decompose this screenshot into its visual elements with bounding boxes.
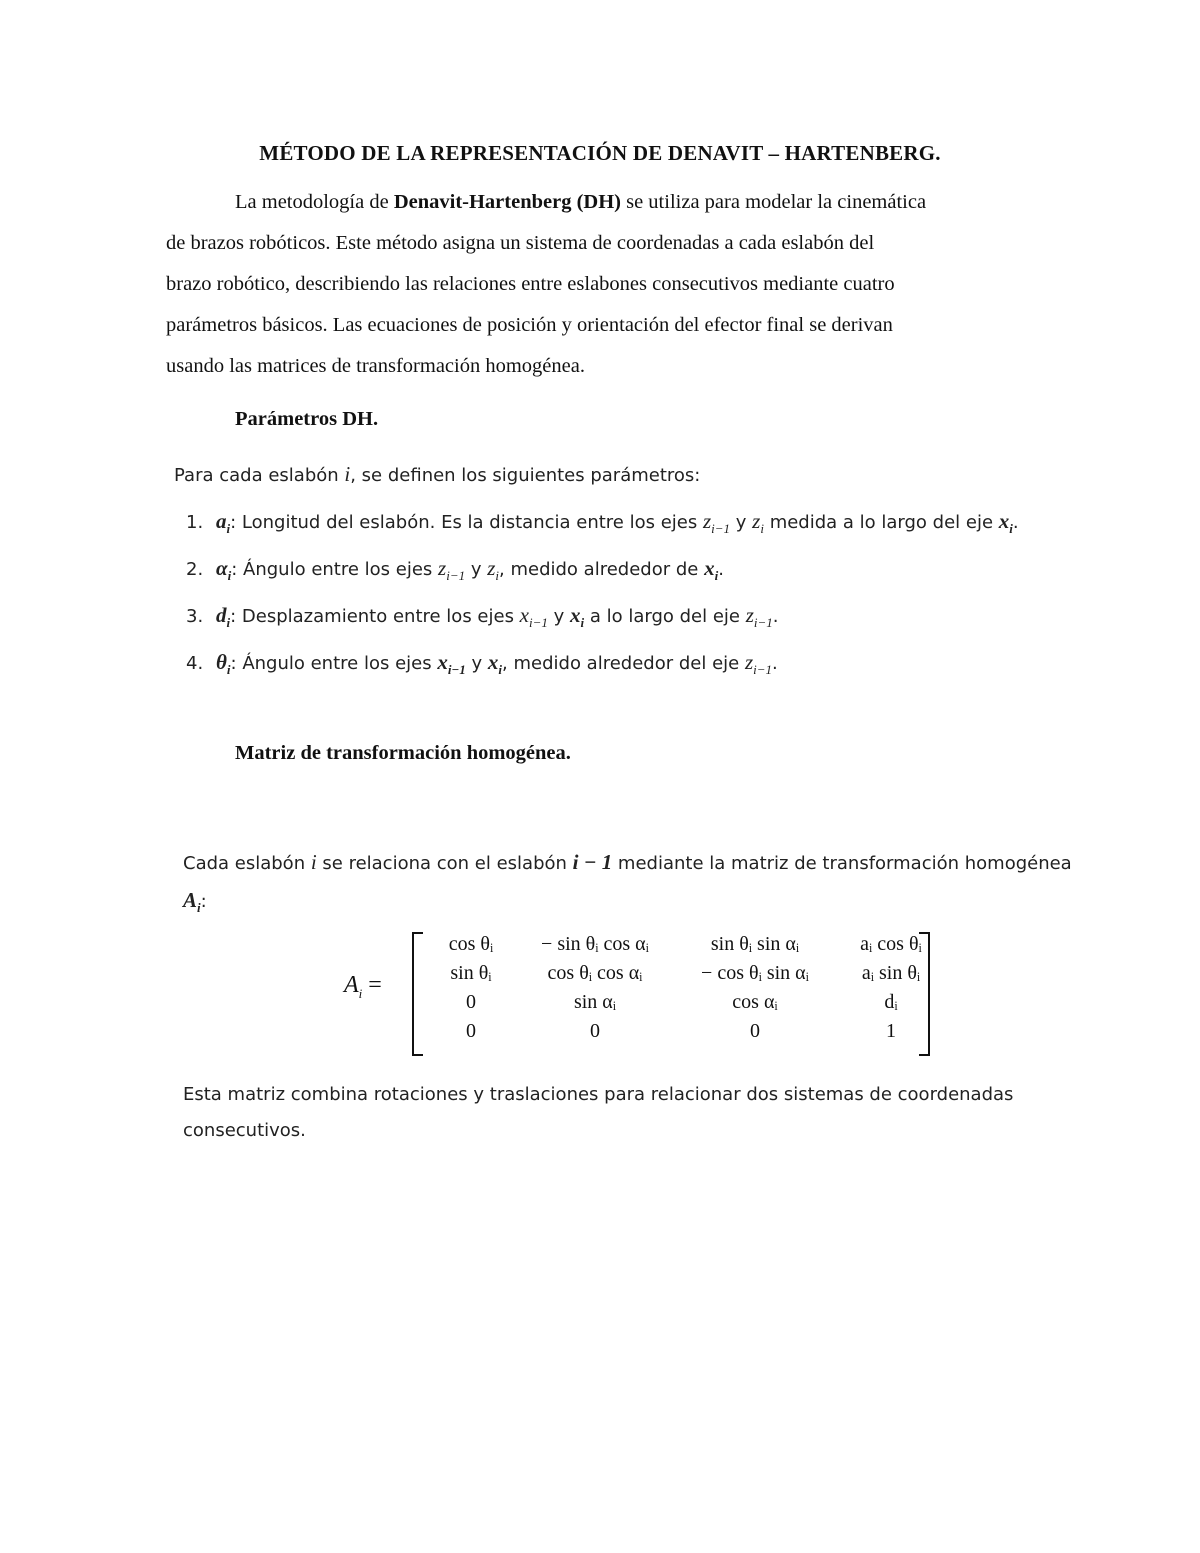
matrix-lhs: $A_i$ = [344, 972, 382, 1001]
intro-line-3: brazo robótico, describiendo las relaciones entre eslabones consecutivos mediante cuatro [166, 273, 895, 295]
params-intro: Para cada eslabón i, se definen los siguientes parámetros: [174, 462, 701, 486]
matrix-row [424, 1017, 944, 1046]
intro-line-5: usando las matrices de transformación homogénea. [166, 355, 585, 377]
list-item: 2. $\alpha_i$: Ángulo entre los ejes $z_{i-1}$ y $z_i$, medido alrededor de $x_i$. [186, 556, 724, 584]
matrix-cell: 0 [590, 1020, 600, 1042]
matrix-symbol: $A_i$ [183, 888, 201, 916]
intro-line-2: de brazos robóticos. Este método asigna un sistema de coordenadas a cada eslabón del [166, 232, 875, 254]
param-symbol: $a_i$ [216, 509, 231, 537]
param-symbol: $\theta_i$ [216, 650, 231, 678]
matrix-cell: sin αᵢ [573, 991, 617, 1013]
intro-line-4: parámetros básicos. Las ecuaciones de posición y orientación del efector final se derivan [166, 314, 893, 336]
matrix-cell: 0 [466, 1020, 476, 1042]
params-list [186, 505, 1019, 693]
matrix-row [424, 930, 944, 959]
matrix-cell: dᵢ [884, 991, 898, 1013]
param-symbol: $\alpha_i$ [216, 556, 232, 584]
matrix-cell: cos θᵢ [448, 933, 494, 955]
dh-term: Denavit-Hartenberg (DH) [393, 191, 621, 213]
list-item: 3. $d_i$: Desplazamiento entre los ejes $x_{i-1}$ y $x_i$ a lo largo del eje $z_{i-1}$. [186, 603, 779, 631]
intro-line-1: La metodología de Denavit-Hartenberg (DH) se utiliza para modelar la cinemática [235, 191, 927, 213]
matrix-row [424, 959, 944, 988]
matrix-cell: − sin θᵢ cos αᵢ [541, 933, 649, 955]
param-symbol: $d_i$ [216, 603, 231, 631]
matrix-left-bracket [412, 932, 423, 1056]
matrix-cell: 0 [466, 991, 476, 1013]
params-heading: Parámetros DH. [235, 408, 379, 430]
matrix-cell: sin θᵢ sin αᵢ [710, 933, 800, 955]
closing-paragraph: Esta matriz combina rotaciones y traslaciones para relacionar dos sistemas de coordenadas consecutivos. [183, 1084, 1014, 1141]
matrix-cell: cos θᵢ cos αᵢ [547, 962, 643, 984]
intro-paragraph [166, 182, 1046, 387]
list-item: 4. $\theta_i$: Ángulo entre los ejes $x_{i-1}$ y $x_i$, medido alrededor del eje $z_{i-1}$. [186, 650, 778, 678]
matrix-right-bracket [919, 932, 930, 1056]
var-i: i [344, 462, 351, 486]
matrix-heading: Matriz de transformación homogénea. [235, 742, 571, 764]
list-item: 1. $a_i$: Longitud del eslabón. Es la distancia entre los ejes $z_{i-1}$ y $z_i$ medida a lo largo del eje $x_i$. [186, 509, 1019, 537]
matrix-cell: 1 [886, 1020, 896, 1042]
transformation-matrix [344, 928, 944, 1054]
matrix-cell: aᵢ sin θᵢ [861, 962, 921, 984]
matrix-cell: sin θᵢ [450, 962, 492, 984]
matrix-cell: aᵢ cos θᵢ [860, 933, 922, 955]
matrix-cell: cos αᵢ [732, 991, 778, 1013]
matrix-body [424, 930, 944, 1046]
document-title: MÉTODO DE LA REPRESENTACIÓN DE DENAVIT – HARTENBERG. [259, 141, 941, 165]
matrix-cell: − cos θᵢ sin αᵢ [701, 962, 809, 984]
matrix-cell: 0 [750, 1020, 760, 1042]
matrix-row [424, 988, 944, 1017]
matrix-intro: Cada eslabón i se relaciona con el eslabón i − 1 mediante la matriz de transformación homogénea $A_i$: [183, 850, 1072, 916]
